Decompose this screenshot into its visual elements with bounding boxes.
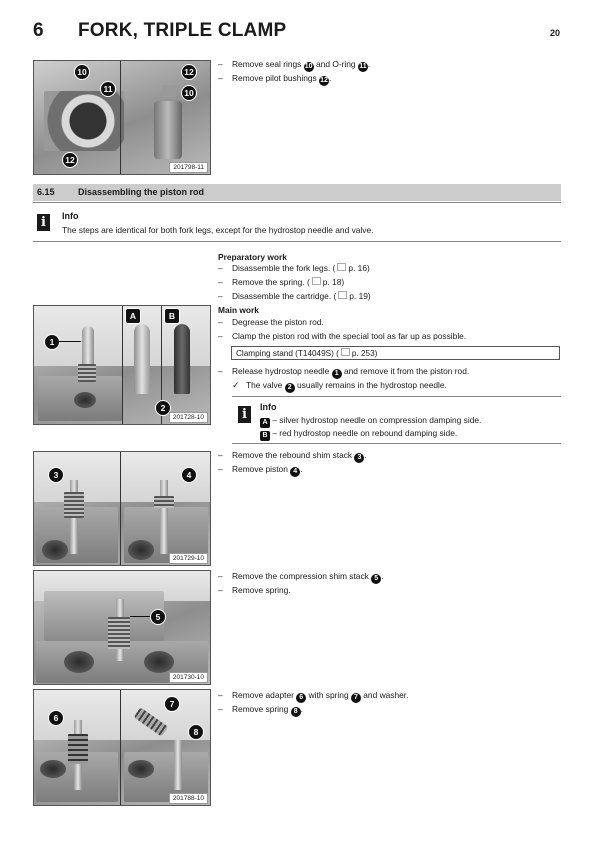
adapter-step: – Remove adapter 6 with spring 7 and washer. bbox=[218, 690, 409, 701]
book-icon bbox=[341, 348, 350, 356]
figure-id: 201798-11 bbox=[169, 162, 208, 173]
figure-compression-shim-stack bbox=[33, 570, 211, 685]
main-heading: Main work bbox=[218, 305, 259, 315]
info2-rule-bottom bbox=[232, 443, 561, 444]
callout-8: 8 bbox=[188, 724, 204, 740]
callout-12: 12 bbox=[181, 64, 197, 80]
info-rule bbox=[33, 241, 561, 242]
page-number: 20 bbox=[549, 28, 560, 38]
callout-5: 5 bbox=[150, 609, 166, 625]
info-text: The steps are identical for both fork legs, except for the hydrostop needle and valve. bbox=[62, 225, 374, 235]
main-release: – Release hydrostop needle 1 and remove it from the piston rod. bbox=[218, 366, 470, 377]
figure-id: 201788-10 bbox=[169, 793, 208, 804]
main-valve: ✓ The valve 2 usually remains in the hydrostop needle. bbox=[232, 380, 447, 391]
top-step-1: – Remove seal rings 10 and O-ring 11. bbox=[218, 59, 371, 70]
callout-3: 3 bbox=[48, 467, 64, 483]
badge-5: 5 bbox=[371, 574, 381, 584]
badge-6: 6 bbox=[296, 693, 306, 703]
book-icon bbox=[338, 291, 347, 299]
figure-seal-rings bbox=[33, 60, 211, 175]
callout-A: A bbox=[125, 308, 141, 324]
figure-hydrostop-needle bbox=[33, 305, 211, 425]
prep-item: – Disassemble the fork legs. ( p. 16) bbox=[218, 263, 370, 273]
info-heading: Info bbox=[62, 211, 79, 221]
badge-11: 11 bbox=[359, 63, 367, 70]
top-step-2: – Remove pilot bushings 12. bbox=[218, 73, 332, 84]
callout-4: 4 bbox=[181, 467, 197, 483]
special-tool-box: Clamping stand (T14049S) ( p. 253) bbox=[231, 346, 560, 360]
callout-10: 10 bbox=[181, 85, 197, 101]
section-rule bbox=[33, 202, 561, 203]
figure-rebound-shim-stack bbox=[33, 451, 211, 566]
callout-6: 6 bbox=[48, 710, 64, 726]
info2-heading: Info bbox=[260, 402, 277, 412]
section-title: Disassembling the piston rod bbox=[78, 187, 205, 197]
badge-4: 4 bbox=[290, 467, 300, 477]
main-item: – Clamp the piston rod with the special tool as far up as possible. bbox=[218, 331, 467, 341]
badge-10: 10 bbox=[304, 63, 313, 70]
info2-line: A – silver hydrostop needle on compression damping side. bbox=[260, 415, 481, 428]
callout-7: 7 bbox=[164, 696, 180, 712]
callout-11: 11 bbox=[100, 81, 116, 97]
callout-1: 1 bbox=[44, 334, 60, 350]
book-icon bbox=[312, 277, 321, 285]
figure-id: 201728-10 bbox=[169, 412, 208, 423]
prep-heading: Preparatory work bbox=[218, 252, 287, 262]
figure-id: 201730-10 bbox=[169, 672, 208, 683]
badge-8: 8 bbox=[291, 707, 301, 717]
badge-A: A bbox=[260, 418, 270, 428]
info-icon: i bbox=[238, 406, 251, 423]
chapter-number: 6 bbox=[33, 20, 44, 41]
callout-12: 12 bbox=[62, 152, 78, 168]
callout-2: 2 bbox=[155, 400, 171, 416]
badge-3: 3 bbox=[354, 453, 364, 463]
figure-id: 201729-10 bbox=[169, 553, 208, 564]
book-icon bbox=[337, 263, 346, 271]
badge-1: 1 bbox=[332, 369, 342, 379]
figure-adapter-spring bbox=[33, 689, 211, 806]
callout-10: 10 bbox=[74, 64, 90, 80]
info2-rule-top bbox=[232, 396, 561, 397]
prep-item: – Disassemble the cartridge. ( p. 19) bbox=[218, 291, 371, 301]
prep-item: – Remove the spring. ( p. 18) bbox=[218, 277, 345, 287]
rebound-step: – Remove piston 4 . bbox=[218, 464, 303, 475]
callout-B: B bbox=[164, 308, 180, 324]
check-icon: ✓ bbox=[232, 380, 240, 390]
badge-7: 7 bbox=[351, 693, 361, 703]
chapter-title: FORK, TRIPLE CLAMP bbox=[78, 20, 287, 41]
compression-step: – Remove spring. bbox=[218, 585, 291, 595]
adapter-step: – Remove spring 8 . bbox=[218, 704, 303, 715]
main-item: – Degrease the piston rod. bbox=[218, 317, 324, 327]
info2-line: B – red hydrostop needle on rebound damping side. bbox=[260, 428, 457, 441]
badge-12: 12 bbox=[320, 77, 328, 84]
badge-2: 2 bbox=[285, 383, 295, 393]
info-icon: i bbox=[37, 214, 50, 231]
badge-B: B bbox=[260, 431, 270, 441]
section-number: 6.15 bbox=[37, 187, 55, 197]
compression-step: – Remove the compression shim stack 5 . bbox=[218, 571, 384, 582]
rebound-step: – Remove the rebound shim stack 3 . bbox=[218, 450, 367, 461]
